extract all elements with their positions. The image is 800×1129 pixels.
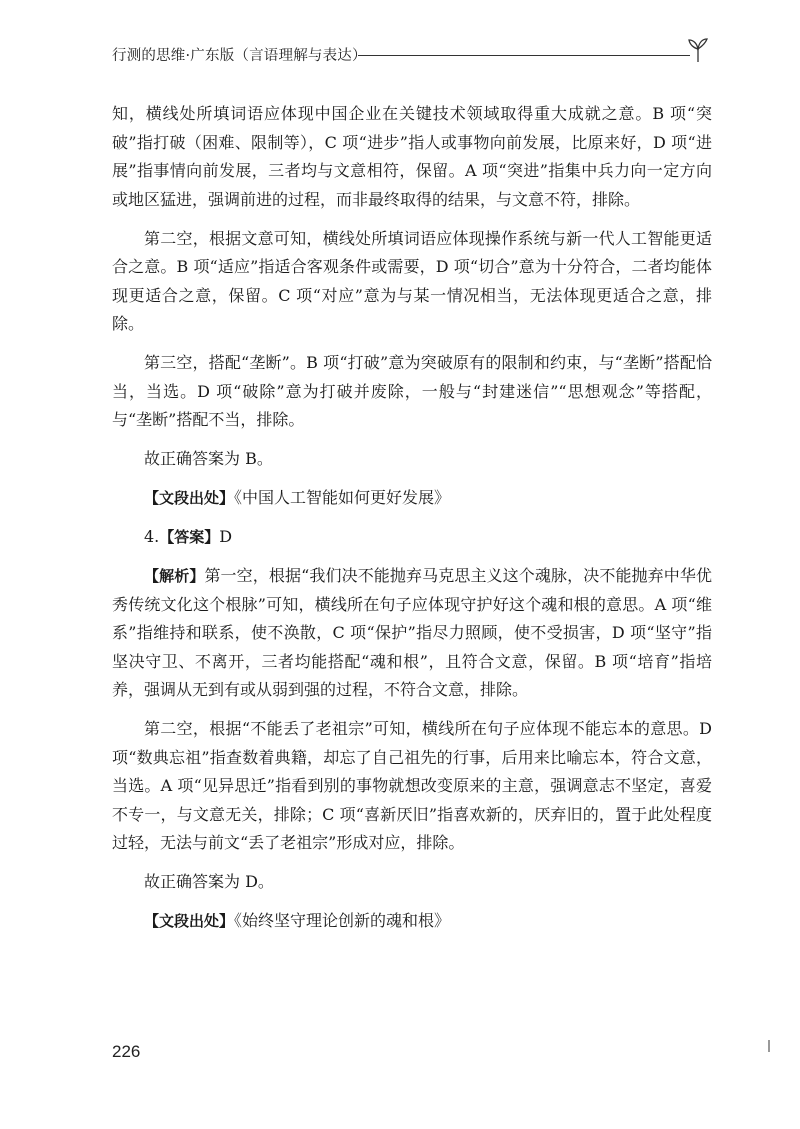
running-header-title: 行测的思维·广东版（言语理解与表达） [112,48,367,64]
answer-tag: 【答案】 [159,528,220,546]
answer-conclusion-3: 故正确答案为 B。 [144,449,273,468]
paragraph-continued: 知，横线处所填词语应体现中国企业在关键技术领域取得重大成就之意。B 项“突破”指打破（困难、限制等），C 项“进步”指人或事物向前发展，比原来好，D 项“进展”指事情向前发展，三者均与文意相符，保留。A 项“突进”指集中兵力向一定方向或地区猛进，强调前进的过程，而非最终取得的结果，与文意不符，排除。 [112,104,712,209]
analysis-tag: 【解析】 [144,567,205,585]
running-header [112,40,712,70]
paragraph-second-blank: 第二空，根据文意可知，横线处所填词语应体现操作系统与新一代人工智能更适合之意。B 项“适应”指适合客观条件或需要，D 项“切合”意为十分符合，二者均能体现更适合之意，保留。C 项“对应”意为与某一情况相当，无法体现更适合之意，排除。 [112,228,712,333]
source-line-3 [112,484,712,513]
source-tag: 【文段出处】 [144,489,235,507]
analysis-text: 第一空，根据“我们决不能抛弃马克思主义这个魂脉，决不能抛弃中华优秀传统文化这个根脉”可知，横线所在句子应体现守护好这个魂和根的意思。A 项“维系”指维持和联系，使不涣散，C 项“保护”指尽力照顾，使不受损害，D 项“坚守”指坚决守卫、不离开，三者均能搭配“魂和根”，且符合文意，保留。B 项“培育”指培养，强调从无到有或从弱到强的过程，不符合文意，排除。 [112,566,712,699]
margin-mark [768,1040,770,1052]
page-content [112,100,712,946]
page-number: 226 [112,1042,141,1061]
paragraph-third-blank: 第三空，搭配“垄断”。B 项“打破”意为突破原有的限制和约束，与“垄断”搭配恰当，当选。D 项“破除”意为打破并废除，一般与“封建迷信”“思想观念”等搭配，与“垄断”搭配不当，排除。 [112,353,712,429]
analysis-first-blank [112,562,712,705]
sprout-leaf-icon [684,36,712,64]
source-title: 《始终坚守理论创新的魂和根》 [234,911,451,930]
question-4-answer-line [112,523,712,552]
answer-letter: D [219,527,233,546]
answer-conclusion-4: 故正确答案为 D。 [144,872,274,891]
source-tag: 【文段出处】 [144,912,235,930]
header-rule [358,55,690,56]
analysis-second-blank: 第二空，根据“不能丢了老祖宗”可知，横线所在句子应体现不能忘本的意思。D 项“数典忘祖”指查数着典籍，却忘了自己祖先的行事，后用来比喻忘本，符合文意，当选。A 项“见异思迁”指看到别的事物就想改变原来的主意，强调意志不坚定，喜爱不专一，与文意无关，排除；C 项“喜新厌旧”指喜欢新的，厌弃旧的，置于此处程度过轻，无法与前文“丢了老祖宗”形成对应，排除。 [112,719,712,852]
source-title: 《中国人工智能如何更好发展》 [234,488,451,507]
question-number: 4. [144,527,160,546]
source-line-4 [112,907,712,936]
